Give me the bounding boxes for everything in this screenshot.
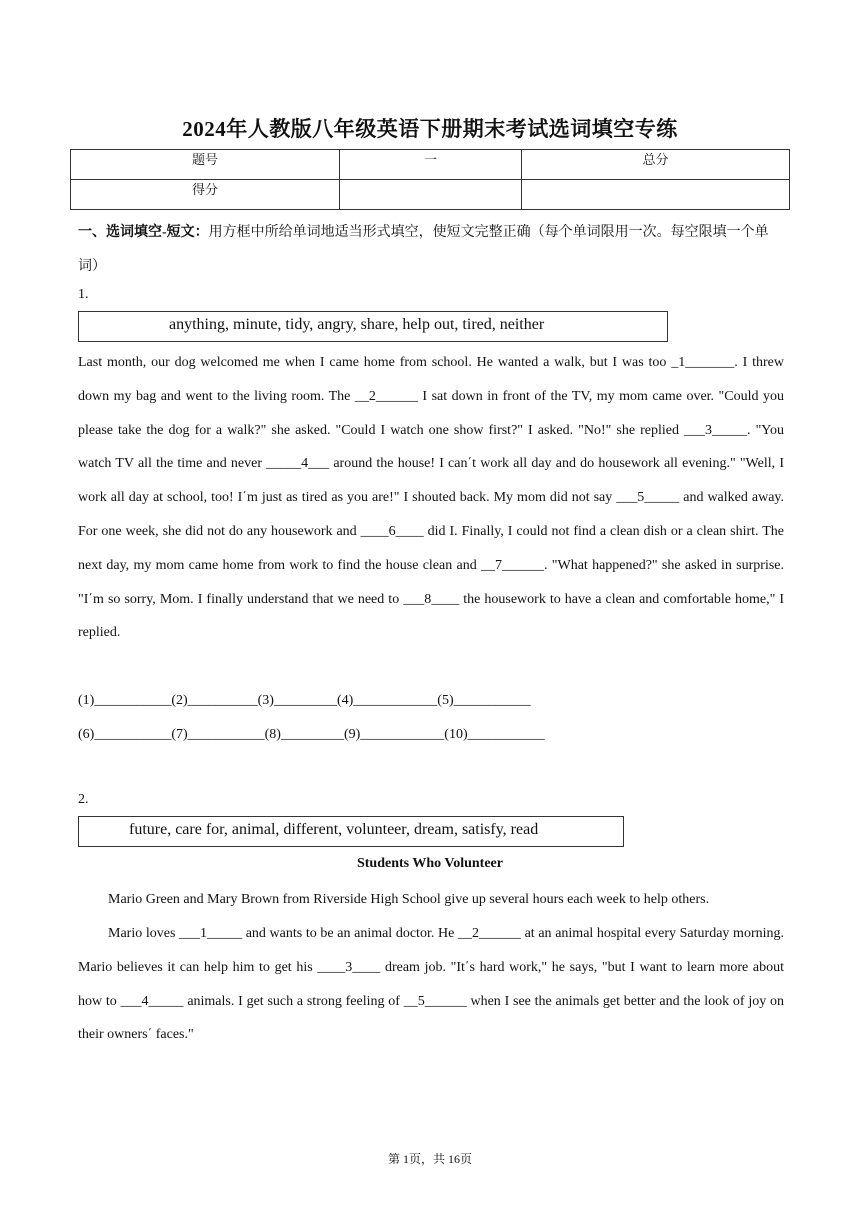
passage-title: Students Who Volunteer [356,856,503,871]
score-table [70,149,790,210]
score-table-header: 一 [340,150,522,180]
score-row-label: 得分 [71,180,340,210]
question-number: 2. [78,792,89,807]
page-footer: 第 1页，共 16页 [387,1152,472,1166]
word-box: anything, minute, tidy, angry, share, help out, tired, neither [78,311,668,342]
score-table-score-row [71,180,790,210]
section-title: 一、选词填空-短文： [78,225,209,240]
section-heading [78,216,788,284]
answer-line: (6)___________(7)___________(8)_________(9)____________(10)___________ [78,727,545,742]
passage-paragraph: Mario Green and Mary Brown from Riverside High School give up several hours each week to help others. [108,892,710,907]
word-box: future, care for, animal, different, volunteer, dream, satisfy, read [78,816,624,847]
score-cell[interactable] [340,180,522,210]
answer-line: (1)___________(2)__________(3)_________(4)____________(5)___________ [78,693,531,708]
question-number: 1. [78,287,89,302]
score-table-header-row [71,150,790,180]
score-table-header: 题号 [71,150,340,180]
score-cell[interactable] [522,180,790,210]
passage-text: Last month, our dog welcomed me when I came home from school. He wanted a walk, but I was too _1_______. I threw down my bag and went to the living room. The __2______ I sat down in front of the TV, my mom came over. "Could you please take the dog for a walk?" she asked. "Could I watch one show first?" I asked. "No!" she replied ___3_____. "You watch TV all the time and never _____4___ around the house! I can΄t work all day and do housework all evening." "Well, I work all day at school, too! I΄m just as tired as you are!" I shouted back. My mom did not say ___5_____ and walked away. For one week, she did not do any housework and ____6____ did I. Finally, I could not find a clean dish or a clean shirt. The next day, my mom came home from work to find the house clean and __7______. "What happened?" she asked in surprise. "I΄m so sorry, Mom. I finally understand that we need to ___8____ the housework to have a clean and comfortable home," I replied. [78,355,784,641]
section-instruction: 用方框中所给单词地适当形式填空，使短文完整正确（每个单词限用一次。每空限填一个单词） [78,225,769,274]
passage-paragraph: Mario loves ___1_____ and wants to be an animal doctor. He __2______ at an animal hospital every Saturday morning. Mario believes it can help him to get his ____3____ dream job. "It΄s hard work," he says, "but I want to learn more about how to ___4_____ animals. I get such a strong feeling of __5______ when I see the animals get better and the look of joy on their owners΄ faces." [78,926,784,1043]
page-title: 2024年人教版八年级英语下册期末考试选词填空专练 [182,117,678,141]
score-table-header: 总分 [522,150,790,180]
